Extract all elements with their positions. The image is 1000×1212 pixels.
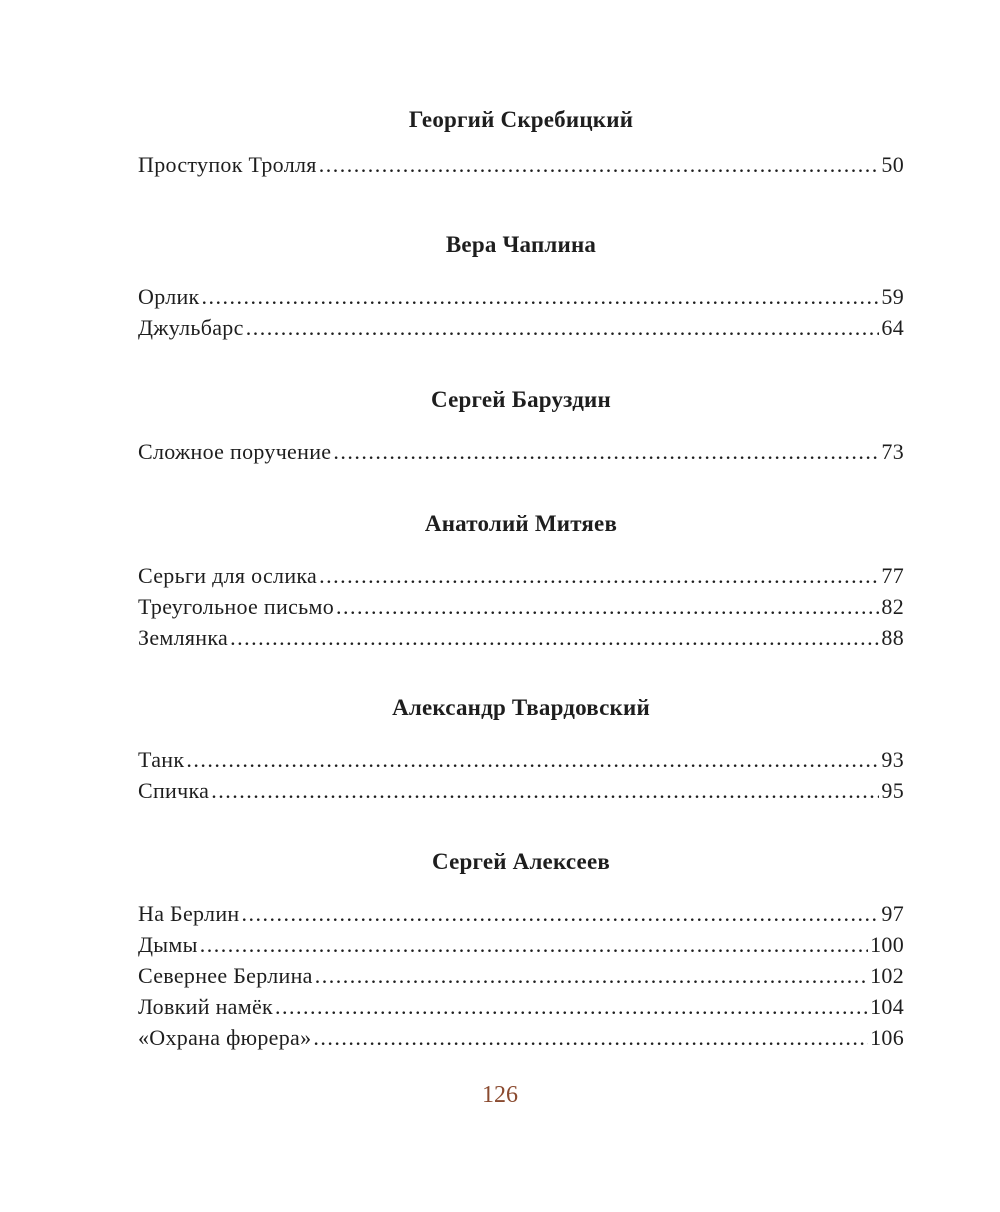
toc-section-skrebitsky [138,106,904,180]
dot-leader [242,898,880,929]
dot-leader [211,775,879,806]
toc-entry[interactable] [138,149,904,180]
entry-page-number: 73 [881,439,904,464]
page-number-folio: 126 [482,1082,518,1108]
entry-page-number: 50 [881,152,904,177]
dot-leader [313,1022,868,1053]
entry-title: Спичка [138,778,210,803]
dot-leader [275,991,868,1022]
toc-entry[interactable] [138,281,904,312]
author-heading: Сергей Алексеев [432,849,610,874]
entry-title: Севернее Берлина [138,963,313,988]
toc-section-mityaev [138,510,904,653]
dot-leader [319,560,879,591]
entry-page-number: 88 [881,625,904,650]
toc-section-chaplina [138,231,904,343]
entry-title: Джульбарс [138,315,244,340]
entry-page-number: 106 [870,1025,904,1050]
toc-entry[interactable] [138,929,904,960]
toc-section-tvardovsky [138,694,904,806]
toc-entry[interactable] [138,622,904,653]
toc-entry[interactable] [138,775,904,806]
author-heading: Александр Твардовский [392,695,650,720]
toc-entry[interactable] [138,560,904,591]
author-heading: Вера Чаплина [445,232,597,257]
entry-page-number: 104 [870,994,904,1019]
entry-page-number: 95 [881,778,904,803]
toc-entry[interactable] [138,1022,904,1053]
entry-title: Дымы [138,932,198,957]
entry-title: Треугольное письмо [138,594,334,619]
entry-title: Проступок Тролля [138,152,317,177]
author-heading: Георгий Скребицкий [408,107,634,132]
toc-entry[interactable] [138,436,904,467]
entry-title: Сложное поручение [138,439,332,464]
dot-leader [246,312,880,343]
dot-leader [186,744,879,775]
author-heading: Сергей Баруздин [431,387,611,412]
toc-entry[interactable] [138,898,904,929]
entry-page-number: 77 [881,563,904,588]
toc-entry[interactable] [138,960,904,991]
entry-title: Орлик [138,284,200,309]
entry-title: «Охрана фюрера» [138,1025,312,1050]
dot-leader [202,281,880,312]
dot-leader [336,591,879,622]
entry-page-number: 100 [870,932,904,957]
author-heading: Анатолий Митяев [424,511,618,536]
toc-entry[interactable] [138,591,904,622]
entry-title: Серьги для ослика [138,563,318,588]
dot-leader [230,622,879,653]
entry-page-number: 102 [870,963,904,988]
toc-entry[interactable] [138,744,904,775]
entry-title: На Берлин [138,901,240,926]
dot-leader [200,929,868,960]
dot-leader [315,960,868,991]
entry-title: Землянка [138,625,229,650]
toc-section-baruzdin [138,386,904,467]
entry-title: Танк [138,747,185,772]
entry-page-number: 82 [881,594,904,619]
entry-page-number: 97 [881,901,904,926]
entry-page-number: 64 [881,315,904,340]
entry-page-number: 93 [881,747,904,772]
dot-leader [333,436,879,467]
toc-entry[interactable] [138,312,904,343]
entry-title: Ловкий намёк [138,994,274,1019]
toc-section-alekseev [138,848,904,1053]
entry-page-number: 59 [881,284,904,309]
dot-leader [319,149,880,180]
toc-entry[interactable] [138,991,904,1022]
